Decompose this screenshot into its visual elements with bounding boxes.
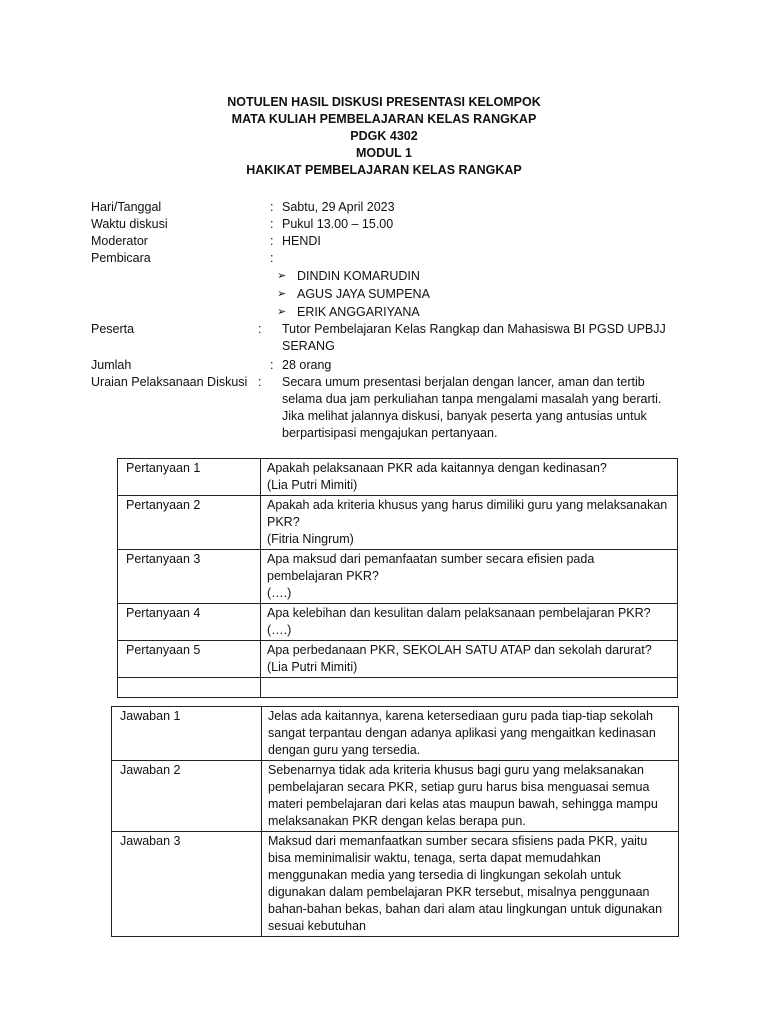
question-label: Pertanyaan 2 (118, 496, 261, 550)
arrow-bullet-icon: ➢ (277, 306, 287, 318)
table-row (112, 707, 679, 761)
question-cell: Apa kelebihan dan kesulitan dalam pelaksanaan pembelajaran PKR? (….) (261, 604, 678, 641)
info-value: Tutor Pembelajaran Kelas Rangkap dan Mahasiswa BI PGSD UPBJJ SERANG (282, 322, 666, 353)
answer-cell: Maksud dari memanfaatkan sumber secara sfisiens pada PKR, yaitu bisa meminimalisir waktu, tenaga, serta dapat memudahkan menggunakan media yang tersedia di lingkungan sekolah untuk digunakan dalam pembelajaran PKR tersebut, misalnya penggunaan bahan-bahan bekas, bahan dari alam atau lingkungan untuk digunakan sesuai kebutuhan (262, 832, 679, 937)
info-row-time: Waktu diskusi : Pukul 13.00 – 15.00 (91, 217, 394, 231)
table-row (118, 496, 678, 550)
table-row (118, 550, 678, 604)
info-label: Hari/Tanggal (91, 200, 162, 214)
discussion-info (91, 199, 691, 442)
list-item: ➢ ERIK ANGGARIYANA (277, 305, 420, 319)
question-label: Pertanyaan 4 (118, 604, 261, 641)
table-row (112, 832, 679, 937)
info-label: Peserta (91, 322, 135, 336)
heading-module: MODUL 1 (355, 146, 413, 160)
info-row-count: Jumlah : 28 orang (91, 358, 332, 372)
answer-label: Jawaban 2 (112, 761, 262, 832)
table-row (118, 678, 678, 698)
heading-title: NOTULEN HASIL DISKUSI PRESENTASI KELOMPOK (227, 95, 541, 109)
info-value: Sabtu, 29 April 2023 (282, 200, 395, 214)
info-value: HENDI (282, 234, 321, 248)
answer-label: Jawaban 3 (112, 832, 262, 937)
empty-cell (261, 678, 678, 698)
answers-table (111, 706, 679, 937)
question-asker: (Lia Putri Mimiti) (267, 660, 358, 674)
question-cell: Apa perbedanaan PKR, SEKOLAH SATU ATAP dan sekolah darurat? (Lia Putri Mimiti) (261, 641, 678, 678)
list-item: ➢ DINDIN KOMARUDIN (277, 269, 420, 283)
arrow-bullet-icon: ➢ (277, 270, 287, 282)
heading-code: PDGK 4302 (350, 129, 418, 143)
question-cell: Apakah ada kriteria khusus yang harus dimiliki guru yang melaksanakan PKR? (Fitria Ningrum) (261, 496, 678, 550)
info-value: Secara umum presentasi berjalan dengan lancer, aman dan tertib selama dua jam perkuliahan tanpa mengalami masalah yang berarti. Jika melihat jalannya diskusi, banyak peserta yang antusias untuk berpartisipasi mengajukan pertanyaan. (282, 375, 662, 440)
info-label: Pembicara (91, 251, 151, 265)
question-asker: (….) (267, 586, 292, 600)
empty-cell (118, 678, 261, 698)
info-row-date: Hari/Tanggal : Sabtu, 29 April 2023 (91, 200, 395, 214)
info-label: Jumlah (91, 358, 132, 372)
heading-course: MATA KULIAH PEMBELAJARAN KELAS RANGKAP (231, 112, 537, 126)
table-row (118, 604, 678, 641)
question-asker: (Fitria Ningrum) (267, 532, 354, 546)
info-value: 28 orang (282, 358, 332, 372)
list-item: ➢ AGUS JAYA SUMPENA (277, 287, 430, 301)
question-label: Pertanyaan 1 (118, 459, 261, 496)
heading-topic: HAKIKAT PEMBELAJARAN KELAS RANGKAP (246, 163, 522, 177)
answer-cell: Jelas ada kaitannya, karena ketersediaan guru pada tiap-tiap sekolah sangat terpantau dengan adanya aplikasi yang mengaitkan kedinasan dengan guru yang tersedia. (262, 707, 679, 761)
info-row-participants: Peserta : Tutor Pembelajaran Kelas Rangkap dan Mahasiswa BI PGSD UPBJJ SERANG (91, 322, 666, 353)
question-label: Pertanyaan 5 (118, 641, 261, 678)
speaker-list (277, 267, 691, 321)
info-row-summary: Uraian Pelaksanaan Diskusi : Secara umum presentasi berjalan dengan lancer, aman dan tertib selama dua jam perkuliahan tanpa mengalami masalah yang berarti. Jika melihat jalannya diskusi, banyak peserta yang antusias untuk berpartisipasi mengajukan pertanyaan. (91, 375, 662, 440)
answer-cell: Sebenarnya tidak ada kriteria khusus bagi guru yang melaksanakan pembelajaran secara PKR, setiap guru harus bisa menguasai semua materi pembelajaran dari kelas atas maupun bawah, sehingga mampu melaksanakan PKR dengan kelas berapa pun. (262, 761, 679, 832)
info-label: Uraian Pelaksanaan Diskusi (91, 375, 248, 389)
question-cell: Apa maksud dari pemanfaatan sumber secara efisien pada pembelajaran PKR? (….) (261, 550, 678, 604)
info-row-moderator: Moderator : HENDI (91, 234, 321, 248)
info-label: Moderator (91, 234, 148, 248)
questions-table (117, 458, 678, 698)
question-asker: (….) (267, 623, 292, 637)
arrow-bullet-icon: ➢ (277, 288, 287, 300)
question-asker: (Lia Putri Mimiti) (267, 478, 358, 492)
question-cell: Apakah pelaksanaan PKR ada kaitannya dengan kedinasan? (Lia Putri Mimiti) (261, 459, 678, 496)
answer-label: Jawaban 1 (112, 707, 262, 761)
table-row (118, 459, 678, 496)
table-row (112, 761, 679, 832)
info-value: Pukul 13.00 – 15.00 (282, 217, 394, 231)
table-row (118, 641, 678, 678)
question-label: Pertanyaan 3 (118, 550, 261, 604)
info-row-speakers: Pembicara : (91, 251, 274, 265)
document-heading (0, 94, 768, 179)
info-label: Waktu diskusi (91, 217, 168, 231)
